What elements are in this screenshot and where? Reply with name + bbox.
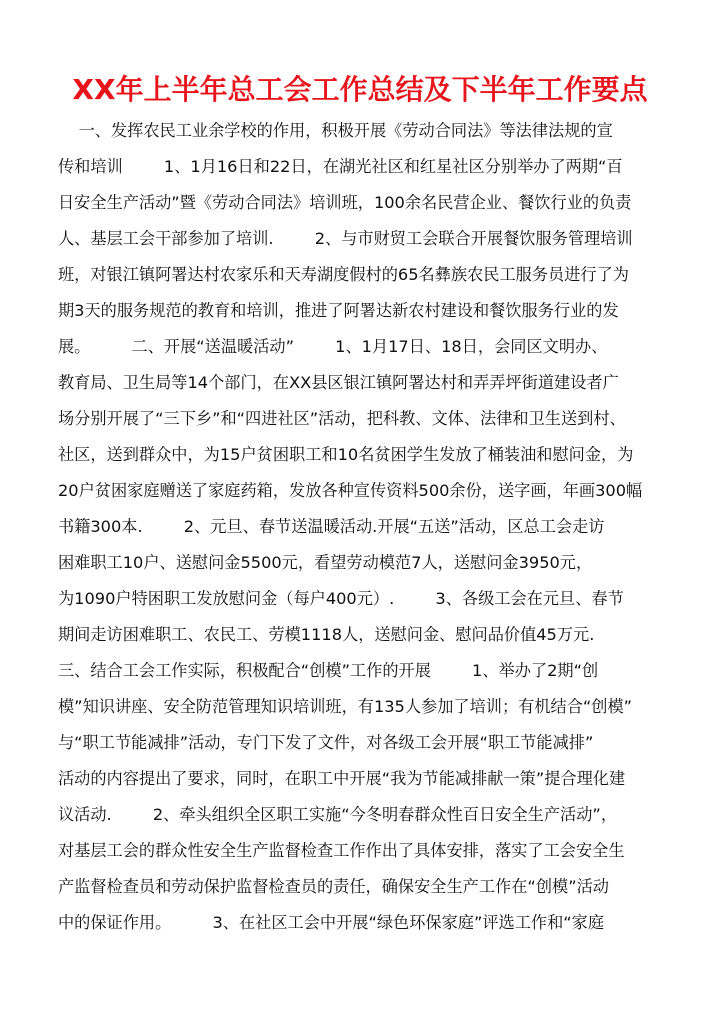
body-line: 议活动. 2、牵头组织全区职工实施“今冬明春群众性百日安全生产活动”， (58, 805, 618, 824)
body-line: 教育局、卫生局等14个部门，在XX县区银江镇阿署达村和弄弄坪街道建设者广 (58, 373, 619, 392)
body-line: 社区，送到群众中，为15户贫困职工和10名贫困学生发放了桶装油和慰问金，为 (58, 445, 634, 464)
body-line: 日安全生产活动”暨《劳动合同法》培训班，100余名民营企业、餐饮行业的负责 (58, 193, 632, 212)
body-line: 三、结合工会工作实际，积极配合“创模”工作的开展 1、举办了2期“创 (58, 661, 599, 680)
body-line: 模”知识讲座、安全防范管理知识培训班，有135人参加了培训；有机结合“创模” (58, 697, 633, 716)
body-line: 对基层工会的群众性安全生产监督检查工作作出了具体安排，落实了工会安全生 (58, 841, 625, 860)
body-line: 困难职工10户、送慰问金5500元，看望劳动模范7人，送慰问金3950元， (58, 553, 593, 572)
body-line: 展。 二、开展“送温暖活动” 1、1月17日、18日，会同区文明办、 (58, 337, 608, 356)
body-line: 为1090户特困职工发放慰问金（每户400元）. 3、各级工会在元旦、春节 (58, 589, 624, 608)
body-line: 期间走访困难职工、农民工、劳模1118人，送慰问金、慰问品价值45万元. (58, 625, 595, 644)
body-line: 书籍300本. 2、元旦、春节送温暖活动.开展“五送”活动，区总工会走访 (58, 517, 605, 536)
document-title: XX年上半年总工会工作总结及下半年工作要点 (72, 73, 648, 106)
body-line: 传和培训 1、1月16日和22日，在湖光社区和红星社区分别举办了两期“百 (58, 157, 623, 176)
body-line: 中的保证作用。 3、在社区工会中开展“绿色环保家庭”评选工作和“家庭 (58, 913, 605, 932)
body-line: 一、发挥农民工业余学校的作用，积极开展《劳动合同法》等法律法规的宣 (58, 121, 613, 140)
body-line: 20户贫困家庭赠送了家庭药箱，发放各种宣传资料500余份，送字画，年画300幅 (58, 481, 643, 500)
body-line: 场分别开展了“三下乡”和“四进社区”活动，把科教、文体、法律和卫生送到村、 (58, 409, 626, 428)
body-line: 活动的内容提出了要求，同时，在职工中开展“我为节能减排献一策”提合理化建 (58, 769, 626, 788)
body-line: 班，对银江镇阿署达村农家乐和天寿湖度假村的65名彝族农民工服务员进行了为 (58, 265, 629, 284)
body-line: 期3天的服务规范的教育和培训，推进了阿署达新农村建设和餐饮服务行业的发 (58, 301, 619, 320)
body-line: 人、基层工会干部参加了培训. 2、与市财贸工会联合开展餐饮服务管理培训 (58, 229, 633, 248)
body-line: 产监督检查员和劳动保护监督检查员的责任，确保安全生产工作在“创模”活动 (58, 877, 609, 896)
body-line: 与“职工节能减排”活动，专门下发了文件，对各级工会开展“职工节能减排” (58, 733, 594, 752)
